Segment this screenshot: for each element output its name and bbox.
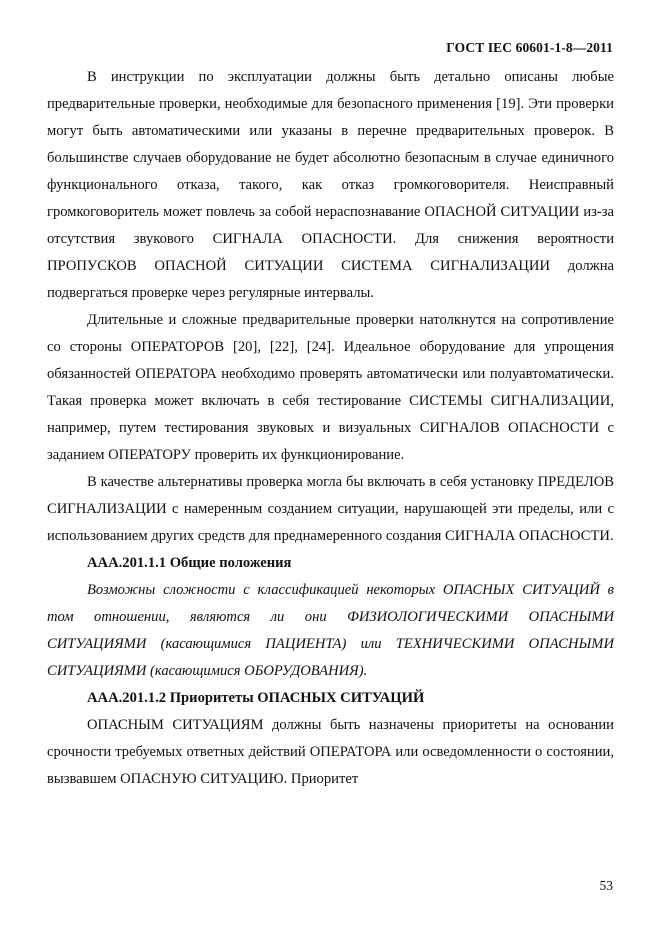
- page-number: 53: [599, 878, 613, 893]
- section-heading-priorities: ААА.201.1.2 Приоритеты ОПАСНЫХ СИТУАЦИЙ: [87, 690, 425, 706]
- standard-header: ГОСТ IEC 60601-1-8—2011: [446, 40, 613, 55]
- paragraph-classification-difficulty: Возможны сложности с классификацией некоторых ОПАСНЫХ СИТУАЦИЙ в том отношении, являются ли они ФИЗИОЛОГИЧЕСКИМИ ОПАСНЫМИ СИТУАЦИЯМИ (касающимися ПАЦИЕНТА) или ТЕХНИЧЕСКИМИ ОПАСНЫМИ СИТУАЦИЯМИ (касающимися ОБОРУДОВАНИЯ).: [47, 582, 614, 679]
- section-heading-general: ААА.201.1.1 Общие положения: [87, 555, 292, 571]
- paragraph-preliminary-checks: В инструкции по эксплуатации должны быть детально описаны любые предварительные проверки, необходимые для безопасного применения [19]. Эти проверки могут быть автоматическими или указаны в перечне предварительных проверок. В большинстве случаев оборудование не будет абсолютно безопасным в случае единичного функционального отказа, такого, как отказ громкоговорителя. Неисправный громкоговоритель может повлечь за собой нераспознавание ОПАСНОЙ СИТУАЦИИ из-за отсутствия звукового СИГНАЛА ОПАСНОСТИ. Для снижения вероятности ПРОПУСКОВ ОПАСНОЙ СИТУАЦИИ СИСТЕМА СИГНАЛИЗАЦИИ должна подвергаться проверке через регулярные интервалы.: [47, 69, 614, 301]
- paragraph-alternative-check: В качестве альтернативы проверка могла бы включать в себя установку ПРЕДЕЛОВ СИГНАЛИЗАЦИИ с намеренным созданием ситуации, нарушающей эти пределы, или с использованием других средств для преднамеренного создания СИГНАЛА ОПАСНОСТИ.: [47, 474, 614, 544]
- body-text: [47, 64, 614, 793]
- paragraph-long-checks: Длительные и сложные предварительные проверки натолкнутся на сопротивление со стороны ОПЕРАТОРОВ [20], [22], [24]. Идеальное оборудование для упрощения обязанностей ОПЕРАТОРА необходимо проверять автоматически или полуавтоматически. Такая проверка может включать в себя тестирование СИСТЕМЫ СИГНАЛИЗАЦИИ, например, путем тестирования звуковых и визуальных СИГНАЛОВ ОПАСНОСТИ с заданием ОПЕРАТОРУ проверить их функционирование.: [47, 312, 614, 463]
- paragraph-priorities: ОПАСНЫМ СИТУАЦИЯМ должны быть назначены приоритеты на основании срочности требуемых ответных действий ОПЕРАТОРА или осведомленности о состоянии, вызвавшем ОПАСНУЮ СИТУАЦИЮ. Приоритет: [47, 717, 614, 787]
